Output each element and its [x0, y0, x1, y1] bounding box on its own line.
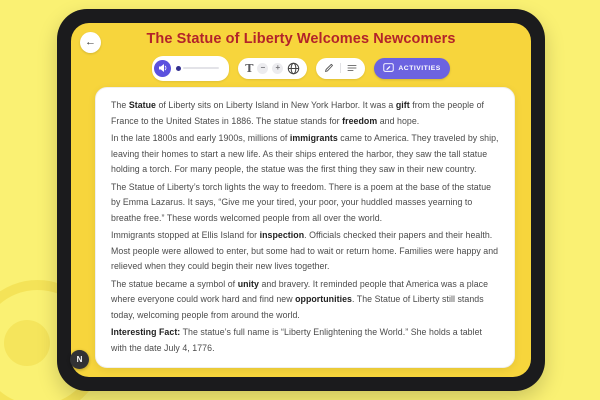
globe-icon: [287, 62, 300, 75]
audio-progress-slider[interactable]: [176, 66, 227, 71]
back-arrow-icon: ←: [85, 36, 96, 48]
tablet-frame: [57, 9, 545, 391]
page-title: The Statue of Liberty Welcomes Newcomers: [146, 31, 456, 47]
article-body: [111, 98, 499, 356]
volume-button[interactable]: [154, 60, 171, 77]
pen-icon: [324, 63, 334, 73]
divider: [340, 63, 341, 73]
slider-thumb[interactable]: [176, 66, 181, 71]
slider-track[interactable]: [183, 67, 219, 69]
back-button[interactable]: [80, 32, 101, 53]
font-size-icon: T: [245, 61, 254, 75]
paragraph: Immigrants stopped at Ellis Island for inspection. Officials checked their papers and their health. Most people were allowed to enter, but some had to wait or return home. Families were happy and relieved when they could begin their new lives together.: [111, 230, 499, 271]
translate-button[interactable]: [287, 62, 300, 75]
paragraph: Interesting Fact: The statue’s full name is “Liberty Enlightening the World.” She holds a tablet with the date July 4, 1776.: [111, 327, 483, 353]
reading-card: [95, 87, 515, 368]
paragraph: In the late 1800s and early 1900s, millions of immigrants came to America. They traveled by ship, leaving their homes to start a new life. As their ships entered the harbor, they saw the tall statue holding a torch. For many people, the statue was the first thing they saw in their new country.: [111, 133, 499, 174]
toolbar: [71, 57, 531, 79]
audio-controls: [152, 56, 229, 81]
paragraph: The Statue of Liberty’s torch lights the way to freedom. There is a poem at the base of the statue by Emma Lazarus. It says, “Give me your tired, your poor, your huddled masses yearning to breathe free.” These words welcomed people from all over the world.: [111, 181, 492, 223]
avatar-badge[interactable]: [70, 350, 89, 369]
speaker-icon: [158, 63, 168, 73]
paragraph: The Statue of Liberty sits on Liberty Island in New York Harbor. It was a gift from the people of France to the United States in 1886. The statue stands for freedom and hope.: [111, 100, 485, 126]
monitor-edit-icon: [383, 63, 394, 73]
notes-button[interactable]: [347, 63, 357, 73]
paragraph: The statue became a symbol of unity and bravery. It reminded people that America was a place where everyone could work hard and find new opportunities. The Statue of Liberty still stands today, welcoming people from around the world.: [111, 278, 489, 320]
decorative-circle: [4, 320, 50, 366]
text-size-controls: [238, 58, 307, 79]
increase-font-button[interactable]: +: [272, 63, 283, 74]
app-screen: [71, 23, 531, 377]
activities-button[interactable]: [374, 58, 449, 79]
annotation-controls: [316, 58, 365, 79]
avatar-initial: N: [76, 355, 83, 364]
decrease-font-button[interactable]: −: [257, 63, 268, 74]
highlighter-button[interactable]: [324, 63, 334, 73]
list-icon: [347, 63, 357, 73]
activities-label: ACTIVITIES: [398, 64, 441, 72]
